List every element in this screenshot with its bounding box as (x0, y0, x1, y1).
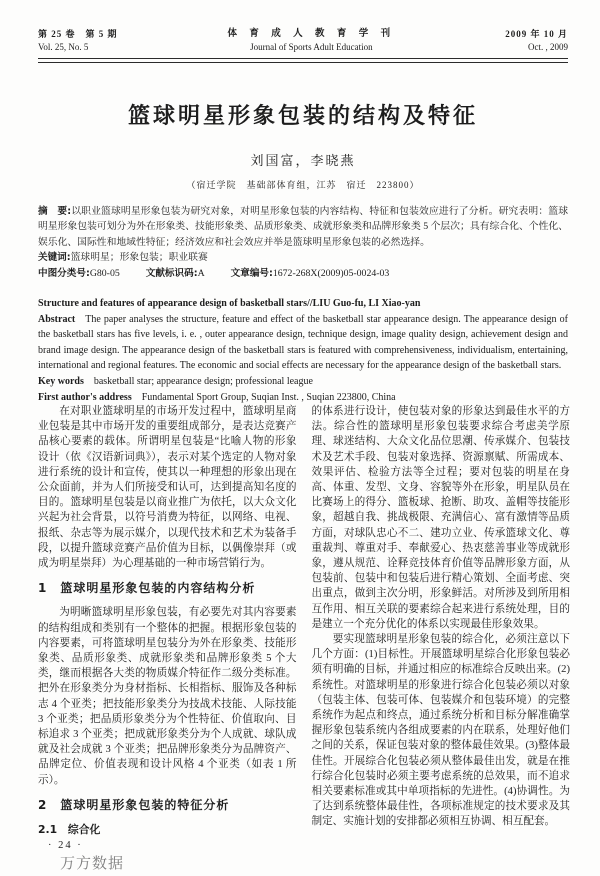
date-en: Oct. , 2009 (527, 42, 568, 52)
article-authors: 刘国富，李晓燕 (250, 153, 356, 168)
body-paragraph: 在对职业篮球明星的市场开发过程中，篮球明星商业包装是其中市场开发的重要组成部分，是表达竞赛产品核心要素的载体。所谓明星包装是“比喻人物的形象设计（依《汉语新词典》），表示对某个选定的人物对象进行系统的设计和宣传，使其以一种理想的形象出现在公众面前，并为人们所接受和认可，达到提高知名度的目的。篮球明星包装是以商业推广为依托，以大众文化兴起为社会背景，以符号消费为特征，以网络、电视、报纸、杂志等为展示媒介，以现代技术和艺术为装备手段，以提升篮球竞赛产品价值为目标，以偶像崇拜（或成为明星崇拜）为心理基础的一种市场营销行为。 (38, 406, 297, 570)
article-id-value: 1672-268X(2009)05-0024-03 (272, 267, 390, 279)
clc-value: G80-05 (89, 267, 120, 279)
doc-code-value: A (197, 267, 205, 279)
abstract-cn-text: 以职业篮球明星形象包装为研究对象，对明星形象包装的内容结构、特征和包装效应进行了分析。研究表明：篮球明星形象包装可划分为外在形象类、技能形象类、品质形象类、成就形象类和品牌形象类 5 个层次；具有综合化、个性化、娱乐化、国际性和地域性特征；经济效应和社会效应并举是篮球明星形象包装的必然选择。 (38, 206, 568, 248)
classification-line (38, 266, 568, 281)
keywords-en-text: basketball star; appearance design; professional league (93, 376, 313, 387)
journal-header (38, 28, 568, 54)
chinese-abstract (38, 204, 568, 281)
author-address-text: Fundamental Sport Group, Suqian Inst. , Suqian 223800, China (141, 391, 396, 403)
keywords-cn-text: 篮球明星；形象包装；职业联赛 (70, 252, 208, 264)
keywords-en-line (38, 374, 568, 390)
doc-code-label: 文献标识码: (145, 267, 198, 279)
body-paragraph: 要实现篮球明星形象包装的综合化，必须注意以下几个方面：(1)目标性。开展篮球明星综合化形象包装必须有明确的目标，并通过相应的标准综合反映出来。(2)系统性。对篮球明星的形象进行综合化包装必须以对象（包装主体、包装可体、包装媒介和包装环境）的完整系统作为起点和终点，通过系统分析和目标分解准确掌握形象包装系统内各组成要素的内在联系，处理好他们之间的关系，保证包装对象的整体最佳效果。(3)整体最佳性。开展综合化包装必须从整体最佳出发，就是在推行综合化包装时必须主要考虑系统的总效果，而不追求相关要素标准或其中单项指标的先进性。(4)协调性。为了达到系统整体最佳性，各项标准规定的技术要求及其制定、实施计划的安排都必须相互协调、相互配套。 (311, 634, 570, 828)
abstract-en-label: Abstract (38, 313, 76, 325)
abstract-en-paragraph (38, 312, 568, 374)
header-date (505, 28, 568, 54)
abstract-en-text: The paper analyses the structure, feature and effect of the basketball star appearance design. The appearance design of the basketball stars has five levels, i. e. , outer appearance design, technique design, image quality design, achievement design and brand image design. The appearance design of the basketball stars is featured with comprehensiveness, individualism, entertaining, international and regional features. The economic and social effects are necessary for the appearance design of the basketball stars. (38, 313, 568, 372)
article-title: 篮球明星形象包装的结构及特征 (127, 104, 478, 129)
english-abstract (38, 296, 568, 405)
article-affiliation: （宿迁学院 基础部体育组，江苏 宿迁 223800） (186, 180, 420, 190)
abstract-cn-label: 摘 要: (38, 206, 72, 217)
date-cn: 2009 年 10 月 (505, 29, 568, 39)
clc-label: 中图分类号: (38, 267, 90, 279)
keywords-cn-line (38, 250, 568, 265)
journal-name-en: Journal of Sports Adult Education (250, 42, 373, 52)
journal-name-cn: 体 育 成 人 教 育 学 刊 (227, 29, 396, 39)
body-paragraph: 的体系进行设计，使包装对象的形象达到最佳水平的方法。综合性的篮球明星形象包装要求综合考虑美学原理、球迷结构、大众文化品位思潮、传承媒介、包装技术及艺术手段、包装对象选择、资源禀赋、所需成本、效果评估、检验方法等全过程；要对包装的明星在身高、体重、发型、文身、容貌等外在形象，明星队员在比赛场上的得分、篮板球、抢断、助攻、盖帽等技能形象，超越自我、挑战极限、充满信心、富有激情等品质方面，对球队忠心不二、建功立业、传承篮球文化、尊重裁判、尊重对手、奉献爱心、热衷慈善事业等成就形象，遵从规范、诠释竞技体育价值等品牌形象方面，从包装前、包装中和包装后进行精心策划、全面考虑、突出重点，做到主次分明，形象鲜活。对所涉及到所用相互作用、相互关联的要素综合起来进行系统处理，目的是建立一个充分优化的体系以实现最佳形象效果。 (311, 406, 570, 630)
section-heading-2: 2 篮球明星形象包装的特征分析 (38, 797, 230, 812)
wanfang-watermark: 万方数据 (60, 854, 125, 872)
page-number: · 24 · (48, 840, 83, 851)
keywords-cn-label: 关键词: (38, 252, 71, 264)
author-address-line (38, 390, 568, 406)
section-heading-1: 1 篮球明星形象包装的内容结构分析 (38, 581, 256, 596)
header-volume (38, 28, 118, 54)
english-title: Structure and features of appearance design of basketball stars//LIU Guo-fu, LI Xiao-yan (38, 298, 421, 310)
author-address-label: First author's address (38, 391, 132, 403)
header-journal-name (228, 28, 396, 54)
right-column (312, 404, 571, 842)
volume-en: Vol. 25, No. 5 (38, 42, 89, 52)
header-rule (38, 58, 568, 63)
body-columns (38, 404, 570, 842)
volume-cn: 第 25 卷 第 5 期 (38, 29, 118, 39)
abstract-cn-paragraph (38, 204, 568, 250)
body-paragraph: 为明晰篮球明星形象包装，有必要先对其内容要素的结构组成和类别有一个整体的把握。根据形象包装的内容要素，可将篮球明星包装分为外在形象类、技能形象类、品质形象类、成就形象类和品牌形象类 5 个大类，继而根据各大类的物质媒介特征作二级分类标准。把外在形象类分为身材指标、长相指标、服饰及各种标志 4 个亚类；把技能形象类分为技战术技能、人际技能 3 个亚类；把品质形象类分为个性特征、价值取向、目标追求 3 个亚类；把成就形象类分为个人成就、球队成就及社会成就 3 个亚类；把品牌形象类分为品牌资产、品牌定位、价值表现和设计风格 4 个亚类（如表 1 所示）。 (38, 607, 297, 786)
article-id-label: 文章编号: (230, 267, 273, 279)
subsection-heading-2-1: 2.1 综合化 (38, 823, 101, 837)
keywords-en-label: Key words (38, 376, 84, 387)
left-column (38, 404, 297, 842)
